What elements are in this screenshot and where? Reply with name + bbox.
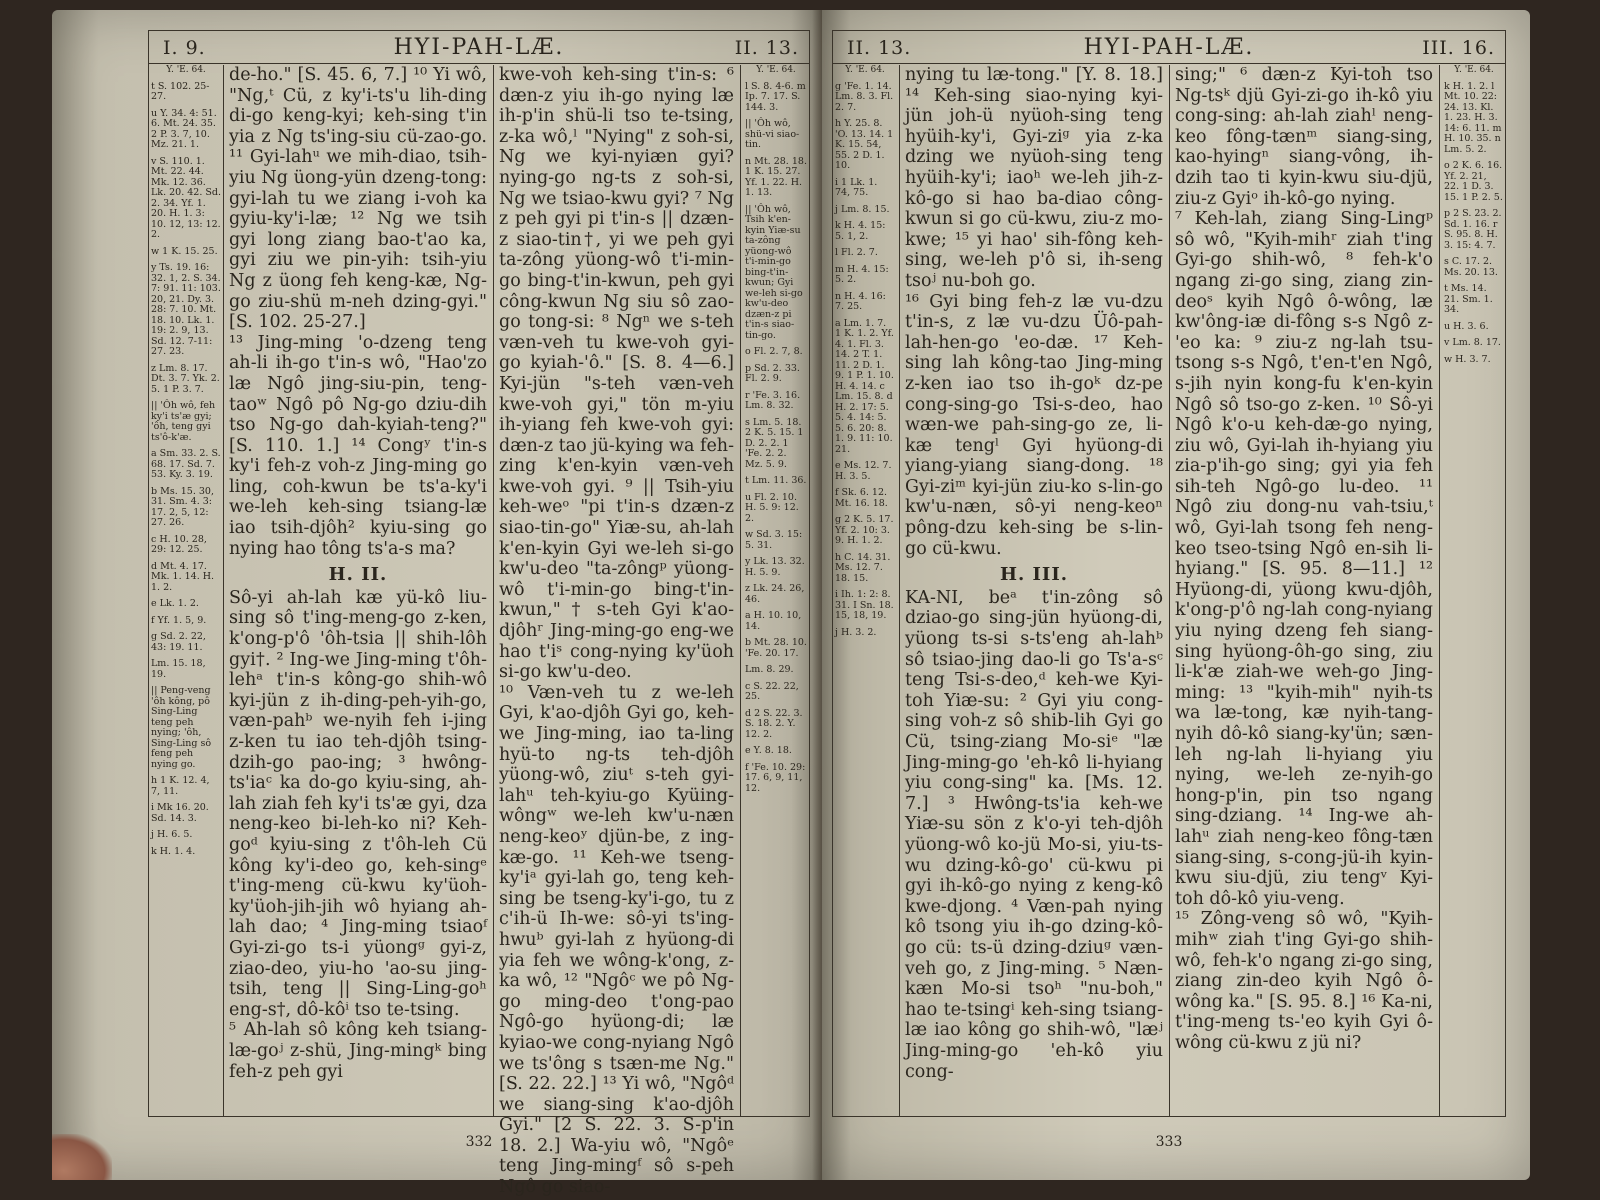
margin-reference: j H. 6. 5.: [151, 829, 193, 840]
margin-reference: t Lm. 11. 36.: [745, 475, 807, 486]
margin-reference: g 'Fe. 1. 14. Lm. 8. 3. Fl. 2. 7.: [835, 80, 894, 113]
margin-notes: [1444, 82, 1504, 366]
margin-reference: w H. 3. 7.: [1444, 353, 1491, 365]
left-text-column-1: [229, 65, 487, 1116]
column-rule: [493, 65, 494, 1116]
right-page: [822, 10, 1530, 1180]
margin-reference: p Sd. 2. 33. Fl. 2. 9.: [745, 362, 800, 384]
column-rule: [1439, 65, 1440, 1116]
margin-year-header: Y. 'E. 64.: [166, 65, 206, 75]
margin-year-header: Y. 'E. 64.: [845, 65, 885, 75]
margin-reference: a Lm. 1. 7. 1 K. 1. 2. Yf. 4. 1. Fl. 3. 14. 2 T. 1. 11. 2 D. 1. 9. 1 P. 1. 10. H. 4. 14. c Lm. 15. 8. d H. 2. 17: 5. 5. 4. 14: 5. 5. 6. 20: 8. 1. 9. 11: 10. 21.: [835, 317, 894, 455]
margin-reference: i Ih. 1: 2: 8. 31. I Sn. 18. 15, 18, 19.: [835, 589, 894, 621]
margin-reference: d 2 S. 22. 3. S. 18. 2. Y. 12. 2.: [745, 707, 803, 740]
margin-notes: [151, 82, 221, 858]
margin-reference: f Sk. 6. 12. Mt. 16. 18.: [835, 487, 888, 509]
margin-reference: c H. 10. 28, 29: 12. 25.: [151, 533, 207, 555]
verse-block: [499, 65, 734, 1198]
margin-reference: e Ms. 12. 7. H. 3. 5.: [835, 460, 892, 482]
right-running-header: [833, 31, 1505, 64]
margin-reference: h Y. 25. 8. 'O. 13. 14. 1 K. 15. 54, 55. 2 D. 1. 10.: [835, 118, 894, 171]
margin-reference: j H. 3. 2.: [835, 626, 877, 638]
margin-reference: u Fl. 2. 10. H. 5. 9: 12. 2.: [745, 491, 799, 524]
verse-paragraph: nying tu læ-tong." [Y. 8. 18.] ¹⁴ Keh-sing siao-nying kyi-jün joh-ü nyüoh-sing teng hyüih-ky'i, Gyi-ziᵍ yia z-ka dzing we nyüoh-sing teng hyüih-ky'i; iaoʰ we-leh jih-z-kô-go si hao ba-diao công-kwun si go cü-kwu, ziu-z mo-kwe; ¹⁵ yi hao' sih-fông keh-sing, we-leh p'ô si, ih-seng tsoʲ nu-boh go.: [905, 65, 1163, 291]
margin-reference: b Ms. 15. 30, 31. Sm. 4. 3: 17. 2, 5, 12: 27. 26.: [151, 485, 214, 528]
verse-paragraph: ⁵ Ah-lah sô kông keh tsiang-læ-goʲ z-shü, Jing-mingᵏ bing feh-z peh gyi: [229, 1020, 487, 1082]
margin-reference: i Mk 16. 20. Sd. 14. 3.: [151, 802, 209, 824]
verse-paragraph: ¹³ Jing-ming 'o-dzeng teng ah-li ih-go t'in-s wô, "Hao'zo læ Ngô jing-siu-pin, teng-taoʷ Ngô pô Ng-go dziu-dih tso Ng-go dah-kyiah-teng?" [S. 110. 1.] ¹⁴ Congʸ t'in-s ky'i feh-z voh-z Jing-ming go ling, coh-kwun be ts'a-ky'i we-leh keh-sing tsiang-læ iao tsih-djôh² kyiu-sing go nying hao tông ts'a-s ma?: [229, 332, 487, 559]
right-inner-margin-references: [835, 65, 895, 1116]
margin-reference: p 2 S. 23. 2. Sd. 1. 16. r S. 95. 8. H. 3. 15: 4. 7.: [1444, 208, 1502, 251]
margin-year-header: Y. 'E. 64.: [1454, 65, 1494, 75]
verse-paragraph: kwe-voh keh-sing t'in-s: ⁶ dæn-z yiu ih-go nying læ ih-p'in shü-li tso te-tsing, z-ka wô,ˡ "Nying" z soh-si, Ng we kyi-nyiæn gyi? nying-go ng-ts z soh-si, Ng we tsiao-kwu gyi? ⁷ Ng z peh gyi pi t'in-s || dzæn-z siao-tin†, yi we peh gyi ta-zông yüong-wô t'i-min-go bing-t'in-kwun, peh gyi công-kwun Ng siu sô zao-go tong-si: ⁸ Ngⁿ we s-teh væn-veh tu kwe-voh gyi-go kyiah-'ô." [S. 8. 4—6.] Kyi-jün "s-teh væn-veh kwe-voh gyi," tön m-yiu ih-yiang feh kwe-voh gyi: dæn-z tao jü-kying wa feh-zing k'en-kyin væn-veh kwe-voh gyi. ⁹ || Tsih-yiu keh-weᵒ "pi t'in-s dzæn-z siao-tin-go" Yiæ-su, ah-lah k'en-kyin Gyi we-leh si-go kw'u-deo "ta-zôngᵖ yüong-wô t'i-min-go bing-t'in-kwun," † s-teh Gyi k'ao-djôhʳ Jing-ming-go eng-we hao t'iˢ cong-nying ky'üoh si-go kw'u-deo.: [499, 65, 734, 683]
column-rule: [223, 65, 224, 1116]
left-running-title: HYI-PAH-LÆ.: [393, 35, 565, 60]
margin-reference: s C. 17. 2. Ms. 20. 13.: [1444, 256, 1498, 278]
verse-paragraph: KA-NI, beᵃ t'in-zông sô dziao-go sing-jün hyüong-di, yüong ts-si s-ts'eng ah-lahᵇ sô tsiao-jing dao-li go Ts'a-sᶜ teng Tsi-s-deo,ᵈ keh-we Kyi-toh Yiæ-su: ² Gyi yiu cong-sing voh-z sô shib-lih Gyi go Cü, tsing-ziang Mo-siᵉ "læ Jing-ming-go 'eh-kô li-hyiang yiu cong-sing" ka. [Ms. 12. 7.] ³ Hwông-ts'ia keh-we Yiæ-su sön z k'o-yi teh-djôh yüong-wô ko-jü Mo-si, yiu-ts-wu dzing-kô-go' cü-kwu pi gyi ih-kô-go nying z keng-kô kwe-djong. ⁴ Væn-pah nying kô tsong yiu ih-go dzing-kô-go cü: ts-ü dzing-dziuᵍ væn-veh go, z Jing-ming. ⁵ Næn-kæn Mo-si tsoʰ "nu-boh," hao te-tsingⁱ keh-sing tsiang-læ iao kông go shih-wô, "læʲ Jing-ming-go 'eh-kô yiu cong-: [905, 587, 1163, 1082]
verse-paragraph: ¹⁰ Væn-veh tu z we-leh Gyi, k'ao-djôh Gyi go, keh-we Jing-ming, iao ta-ling hyü-to ng-ts teh-djôh yüong-wô, ziuᵗ s-teh gyi-lahᵘ teh-kyiu-go Kyüing-wôngʷ we-leh kw'u-næn neng-keoʸ djün-be, z ing-kæ-go. ¹¹ Keh-we tseng-ky'iᵃ gyi-lah go, teng keh-sing be tseng-ky'i-go, tu z c'ih-ü Ih-we: sô-yi ts'ing-hwuᵇ gyi-lah z hyüong-di yia feh we wông-k'ong, z-ka wô, ¹² "Ngôᶜ we pô Ng-go ming-deo t'ong-pao Ngô-go hyüong-di; læ kyiao-we cong-nyiang Ngô we ts'ông s tsæn-me Ng." [S. 22. 22.] ¹³ Yi wô, "Ngôᵈ we siang-sing k'ao-djôh Gyi." [2 S. 22. 3. S-p'in 18. 2.] Wa-yiu wô, "Ngôᵉ teng Jing-mingᶠ sô s-peh Ngô go siao-: [499, 682, 734, 1198]
margin-reference: o 2 K. 6. 16. Yf. 2. 21, 22. 1 D. 3. 15. 1 P. 2. 5.: [1444, 160, 1503, 203]
margin-reference: h 1 K. 12. 4, 7, 11.: [151, 775, 210, 797]
margin-reference: n H. 4. 16: 7. 25.: [835, 290, 886, 312]
margin-reference: n Mt. 28. 18. 1 K. 15. 27. Yf. 1. 22. H. 1. 13.: [745, 155, 807, 198]
margin-reference: g 2 K. 5. 17. Yf. 2. 10: 3. 9. H. 1. 2.: [835, 514, 894, 546]
right-chapter-ref-start: II. 13.: [847, 37, 912, 59]
margin-reference: k H. 1. 2. l Mt. 10. 22: 24. 13. Kl. 1. 23. H. 3. 14: 6. 11. m H. 10. 35. n Lm. 5. 2.: [1444, 80, 1502, 155]
left-running-header: [149, 31, 809, 64]
margin-reference: k H. 4. 15: 5. 1, 2.: [835, 220, 886, 242]
margin-reference: o Fl. 2. 7, 8.: [745, 346, 803, 357]
verse-paragraph: ¹⁶ Gyi bing feh-z læ vu-dzu t'in-s, z læ vu-dzu Üô-pah-lah-hen-go 'eo-dæ. ¹⁷ Keh-sing lah kông-tao Jing-ming z-ken iao tso ih-goᵏ dz-pe cong-sing-go Tsi-s-deo, hao wæn-we pah-sing-go ze, li-kæ tengˡ Gyi hyüong-di yiang-yiang siang-dong. ¹⁸ Gyi-ziᵐ kyi-jün ziu-ko s-lin-go kw'u-næn, sô-yi neng-keoⁿ pông-dzu keh-sing be s-lin-go cü-kwu.: [905, 291, 1163, 559]
margin-reference: u Y. 34. 4: 51. 6. Mt. 24. 35. 2 P. 3. 7, 10. Mz. 21. 1.: [151, 107, 217, 150]
margin-notes: [835, 82, 895, 639]
margin-reference: v Lm. 8. 17.: [1444, 337, 1501, 348]
margin-reference: Lm. 15. 18, 19.: [151, 658, 206, 680]
margin-reference: w 1 K. 15. 25.: [151, 245, 218, 257]
margin-reference: e Y. 8. 18.: [745, 745, 792, 756]
margin-reference: k H. 1. 4.: [151, 845, 196, 857]
right-text-column-2: [1175, 65, 1433, 1116]
margin-reference: || Peng-veng 'ôh kông, pô Sing-Ling teng peh nying; 'ôh, Sing-Ling sô feng peh nying go.: [151, 685, 212, 770]
margin-reference: a Sm. 33. 2. S. 68. 17. Sd. 7. 53. Ky. 3. 19.: [151, 448, 221, 480]
verse-paragraph: ¹⁵ Zông-veng sô wô, "Kyih-mihʷ ziah t'ing Gyi-go shih-wô, feh-k'o ngang zi-go sing, ziang zin-deo kyih Ngô ô-wông ka." [S. 95. 8.] ¹⁶ Ka-ni, t'ing-meng ts-'eo kyih Gyi ô-wông cü-kwu z jü ni?: [1175, 909, 1433, 1053]
verse-paragraph: Sô-yi ah-lah kæ yü-kô liu-sing sô t'ing-meng-go z-ken, k'ong-p'ô 'ôh-tsia || shih-lôh gyi†. ² Ing-we Jing-ming t'ôh-lehᵃ t'in-s kông-go shih-wô kyi-jün z ih-ding-peh-yih-go, væn-pahᵇ we-nyih feh i-jing z-ken tu iao teh-djôh tsing-dzih-go pao-ing; ³ hwông-ts'iaᶜ ka do-go kyiu-sing, ah-lah ziah feh ky'i ts'æ gyi, dza neng-keo bi-leh-ko ni? Keh-goᵈ kyiu-sing z t'ôh-leh Cü kông ky'i-deo go, keh-singᵉ t'ing-meng cü-kwu ky'üoh-ky'üoh-jih-jih wô hyiang ah-lah dao; ⁴ Jing-ming tsiaoᶠ Gyi-zi-go ts-i yüongᵍ gyi-z, ziao-deo, yiu-ho 'ao-su jing-tsih, teng || Sing-Ling-goʰ eng-s†, dô-kôⁱ tso te-tsing.: [229, 587, 487, 1020]
margin-reference: || 'Ôh wô, feh ky'i ts'æ gyi; 'ôh, teng gyi ts'ô-k'æ.: [151, 400, 216, 443]
margin-reference: f 'Fe. 10. 29: 17. 6, 9, 11, 12.: [745, 761, 806, 794]
right-page-number: 333: [1155, 1134, 1183, 1150]
margin-reference: || 'Ôh wô, Tsih k'en-kyin Yiæ-su ta-zông yüong-wô t'i-min-go bing-t'in-kwun; Gyi we-leh si-go kw'u-deo dzæn-z pi t'in-s siao-tin-go.: [745, 203, 803, 341]
thumb: [52, 1134, 112, 1180]
left-page-number: 332: [465, 1134, 493, 1150]
verse-paragraph: de-ho." [S. 45. 6, 7.] ¹⁰ Yi wô, "Ng,ᵗ Cü, z ky'i-ts'u lih-ding di-go keng-kyi; keh-sing t'in yia z Ng ts'ing-siu cü-zao-go. ¹¹ Gyi-lahᵘ we mih-diao, tsih-yiu Ng üong-yün dzeng-tong: gyi-lah tu we ziang i-voh ka gyiu-ky'i-læ; ¹² Ng we tsih gyi long ziang bao-t'ao ka, gyi ziu we pin-yih: tsih-yiu Ng z üong feh keng-kæ, Ng-go ziu-shü m-neh dzing-gyi." [S. 102. 25-27.]: [229, 65, 487, 333]
margin-reference: t S. 102. 25-27.: [151, 80, 210, 102]
column-rule: [1169, 65, 1170, 1116]
margin-reference: Lm. 8. 29.: [745, 664, 794, 675]
margin-reference: m H. 4. 15: 5. 2.: [835, 263, 889, 285]
right-text-column-1: [905, 65, 1163, 1116]
margin-reference: t Ms. 14. 21. Sm. 1. 34.: [1444, 283, 1493, 315]
chapter-heading: H. III.: [999, 564, 1069, 586]
margin-year-header: Y. 'E. 64.: [756, 65, 796, 75]
left-page-frame: [148, 30, 810, 1198]
column-rule: [740, 65, 741, 1116]
left-outer-margin-references: [151, 65, 221, 1116]
left-chapter-ref-start: I. 9.: [163, 37, 206, 59]
right-running-title: HYI-PAH-LÆ.: [1083, 35, 1255, 60]
margin-reference: l Fl. 2. 7.: [835, 247, 878, 258]
verse-block: [905, 588, 1163, 1082]
right-outer-margin-references: [1444, 65, 1504, 1116]
margin-reference: || 'Ôh wô, shü-vi siao-tin.: [745, 118, 800, 150]
verse-block: [229, 65, 487, 559]
margin-notes: [745, 82, 807, 795]
left-chapter-ref-end: II. 13.: [734, 37, 799, 59]
margin-reference: z Lk. 24. 26, 46.: [745, 583, 805, 605]
verse-paragraph: sing;" ⁶ dæn-z Kyi-toh tso Ng-tsᵏ djü Gyi-zi-go ih-kô yiu cong-sing: ah-lah ziahˡ neng-keo fông-tænᵐ siang-sing, kao-hyingⁿ siang-vông, ih-dzih tao ti kyin-kwu siu-djü, ziu-z Gyiᵒ ih-kô-go nying.: [1175, 65, 1433, 209]
margin-reference: r 'Fe. 3. 16. Lm. 8. 32.: [745, 389, 801, 411]
right-page-frame: [832, 30, 1506, 1150]
margin-reference: v S. 110. 1. Mt. 22. 44. Mk. 12. 36. Lk. 20. 42. Sd. 2. 34. Yf. 1. 20. H. 1. 3: 10. 12, 13: 12. 2.: [151, 155, 221, 240]
verse-paragraph: ⁷ Keh-lah, ziang Sing-Lingᵖ sô wô, "Kyih-mihʳ ziah t'ing Gyi-go shih-wô, ⁸ feh-k'o ngang zi-go sing, ziang zin-deoˢ kyih Ngô ô-wông, læ kw'ông-iæ di-fông s-s Ngô z-'eo ka: ⁹ ziu-z ng-lah tsu-tsong s-s Ngô, t'en-t'en Ngô, s-jih nyin kong-fu k'en-kyin Ngô sô tso-go z-ken. ¹⁰ Sô-yi Ngô k'o-u keh-dæ-go nying, ziu wô, Gyi-lah ih-hyiang yiu zia-p'ih-go sing; gyi yia feh sih-teh Ngô-go lu-deo. ¹¹ Ngô ziu dong-nu vah-tsiu,ᵗ wô, Gyi-lah tsong feh neng-keo tseo-tsing Ngô en-sih li-hyiang." [S. 95. 8—11.] ¹² Hyüong-di, yüong kwu-djôh, k'ong-p'ô ng-lah cong-nyiang yiu nying dzeng feh siang-sing hyüong-ôh-go sing, ziu li-k'æ ziah-we weh-go Jing-ming: ¹³ "kyih-mih" nyih-ts wa læ-tong, kæ nyih-tang-nyih dô-kô siang-ky'ün; sæn-leh ng-lah li-hyiang yiu nying, we-leh ze-nyih-go hong-p'in, pin tso ngang sing-dziang. ¹⁴ Ing-we ah-lahᵘ ziah neng-keo fông-tæn siang-sing, s-cong-jü-ih kyin-kwu siu-djü, ziu tengᵛ Kyi-toh dô-kô yiu-veng.: [1175, 209, 1433, 909]
chapter-heading: H. II.: [328, 564, 388, 586]
margin-reference: s Lm. 5. 18. 2 K. 5. 15. 1 D. 2. 2. 1 'Fe. 2. 2. Mz. 5. 9.: [745, 416, 804, 470]
margin-reference: e Lk. 1. 2.: [151, 598, 199, 609]
margin-reference: u H. 3. 6.: [1444, 320, 1489, 332]
margin-reference: a H. 10. 10, 14.: [745, 610, 802, 632]
margin-reference: i 1 Lk. 1. 74, 75.: [835, 176, 878, 198]
margin-reference: h C. 14. 31. Ms. 12. 7. 18. 15.: [835, 551, 891, 584]
margin-reference: c S. 22. 22, 25.: [745, 680, 799, 702]
margin-reference: y Lk. 13. 32. H. 5. 9.: [745, 556, 805, 578]
verse-block: [905, 65, 1163, 559]
margin-reference: l S. 8. 4-6. m Ip. 7. 17. S. 144. 3.: [745, 80, 806, 113]
verse-block: [229, 588, 487, 1082]
left-inner-margin-references: [745, 65, 807, 1116]
margin-reference: w Sd. 3. 15: 5. 31.: [745, 529, 803, 551]
margin-reference: b Mt. 28. 10. 'Fe. 20. 17.: [745, 637, 807, 659]
margin-reference: z Lm. 8. 17. Dt. 3. 7. Yk. 2. 5. 1 P. 3. 7.: [151, 362, 220, 395]
margin-reference: g Sd. 2. 22, 43: 19. 11.: [151, 631, 206, 653]
margin-reference: f Yf. 1. 5, 9.: [151, 614, 207, 626]
margin-reference: d Mt. 4. 17. Mk. 1. 14. H. 1. 2.: [151, 560, 215, 593]
left-page: [52, 10, 822, 1198]
margin-reference: y Ts. 19. 16: 32. 1, 2. S. 34. 7: 91. 11: 103. 20, 21. Dy. 3. 28: 7. 10. Mt. 18. 10. Lk. 1. 19: 2. 9, 13. Sd. 12. 7-11: 27. 23.: [151, 262, 221, 357]
right-chapter-ref-end: III. 16.: [1422, 37, 1495, 59]
column-rule: [899, 65, 900, 1116]
left-text-column-2: [499, 65, 734, 1198]
margin-reference: j Lm. 8. 15.: [835, 203, 890, 215]
verse-block: [1175, 65, 1433, 1054]
